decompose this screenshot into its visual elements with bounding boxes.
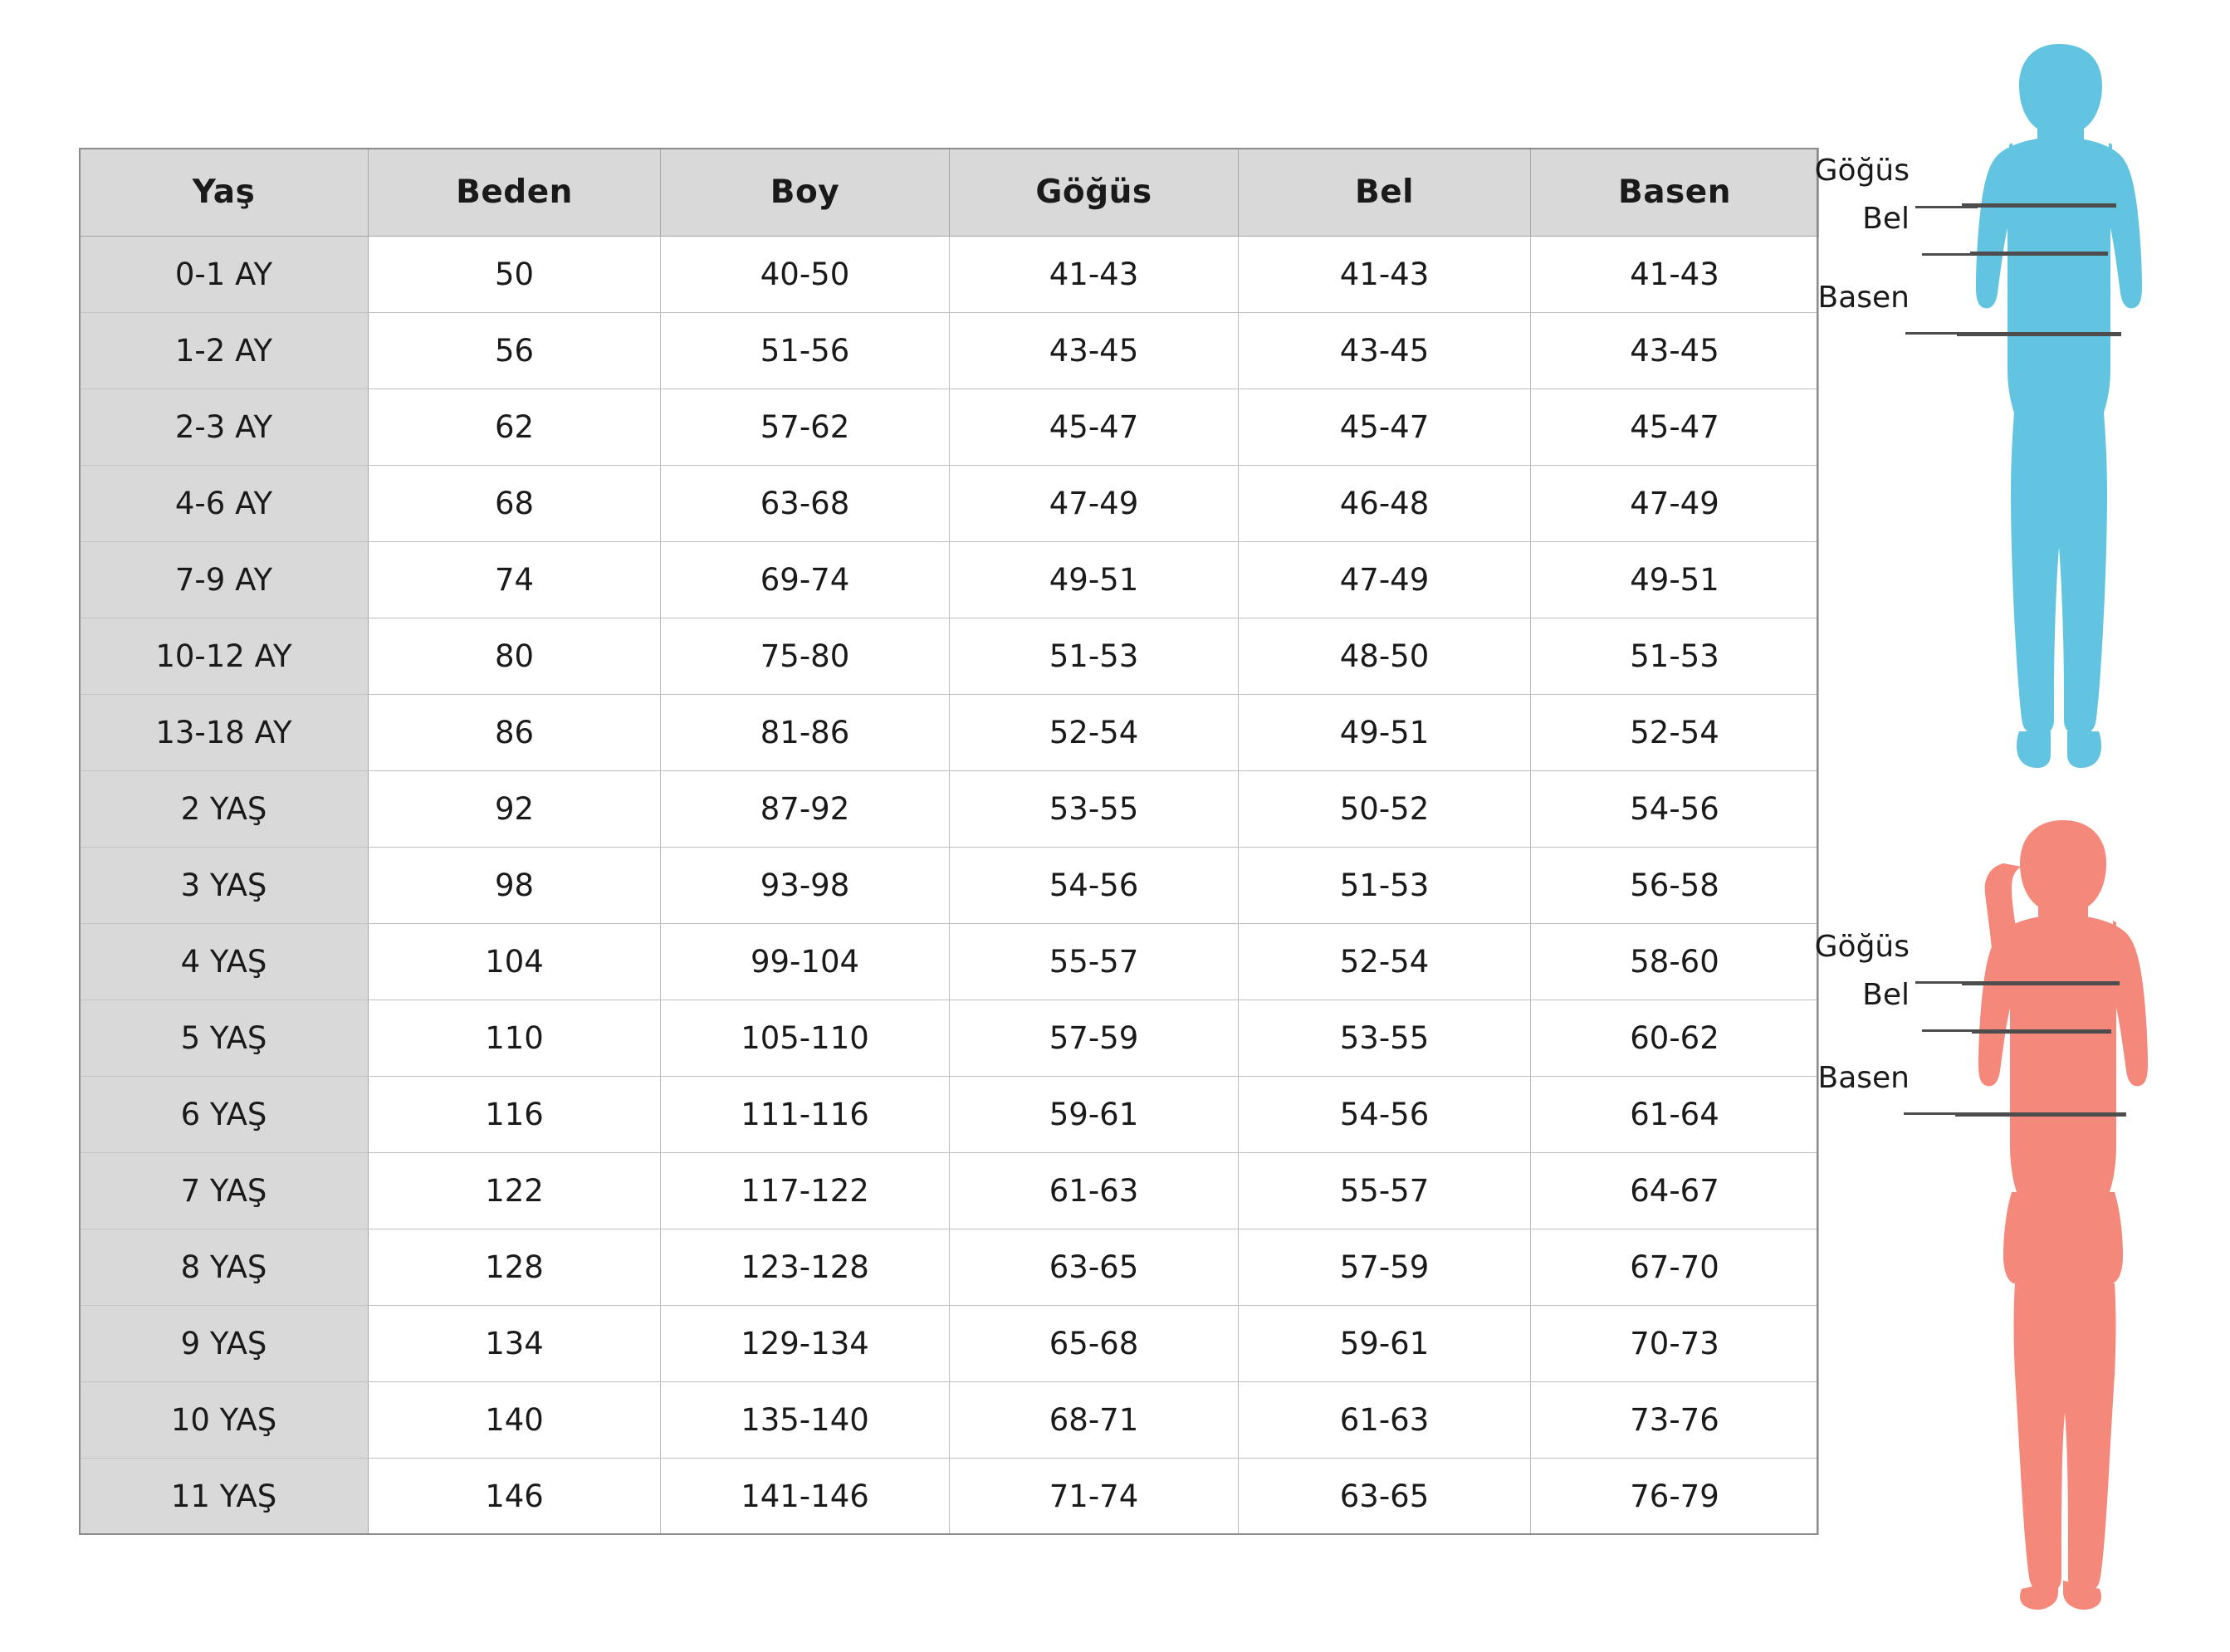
column-header-age: Yaş [80,149,369,237]
girl-hip-label: Basen [1817,1061,1910,1095]
table-row [80,542,1819,618]
cell-age: 7-9 AY [80,542,369,618]
cell-age: 7 YAŞ [80,1153,369,1229]
cell-waist: 63-65 [1239,1459,1531,1535]
cell-waist: 55-57 [1239,1153,1531,1229]
cell-size: 122 [369,1153,661,1229]
cell-waist: 57-59 [1239,1229,1531,1306]
cell-height: 40-50 [661,237,950,313]
cell-hip: 45-47 [1531,389,1819,466]
cell-age: 13-18 AY [80,695,369,771]
cell-size: 92 [369,771,661,848]
cell-age: 8 YAŞ [80,1229,369,1306]
column-header-size: Beden [369,149,661,237]
cell-chest: 63-65 [950,1229,1239,1306]
girl-silhouette-icon [1939,814,2179,1610]
cell-size: 110 [369,1000,661,1077]
cell-size: 98 [369,848,661,924]
boy-waist-leader-line [1922,253,1978,256]
table-row [80,771,1819,848]
girl-waist-label: Bel [1862,978,1910,1012]
cell-size: 134 [369,1306,661,1382]
size-table [79,148,1819,1535]
cell-age: 4-6 AY [80,466,369,542]
figure-panel [1814,0,2229,1652]
cell-chest: 71-74 [950,1459,1239,1535]
cell-age: 11 YAŞ [80,1459,369,1535]
cell-size: 74 [369,542,661,618]
boy-hip-leader-line [1905,332,1980,335]
cell-waist: 51-53 [1239,848,1531,924]
cell-chest: 45-47 [950,389,1239,466]
cell-chest: 47-49 [950,466,1239,542]
cell-size: 50 [369,237,661,313]
cell-size: 104 [369,924,661,1000]
cell-chest: 52-54 [950,695,1239,771]
cell-chest: 54-56 [950,848,1239,924]
girl-chest-measure-line [1962,981,2120,985]
cell-hip: 61-64 [1531,1077,1819,1153]
boy-chest-label: Göğüs [1814,154,1910,188]
cell-height: 99-104 [661,924,950,1000]
cell-chest: 51-53 [950,618,1239,695]
cell-height: 117-122 [661,1153,950,1229]
cell-height: 129-134 [661,1306,950,1382]
cell-size: 56 [369,313,661,389]
cell-size: 116 [369,1077,661,1153]
girl-waist-leader-line [1922,1029,1980,1032]
cell-size: 146 [369,1459,661,1535]
cell-height: 51-56 [661,313,950,389]
girl-chest-label: Göğüs [1814,930,1910,964]
table-row [80,618,1819,695]
cell-age: 0-1 AY [80,237,369,313]
cell-hip: 43-45 [1531,313,1819,389]
cell-waist: 43-45 [1239,313,1531,389]
cell-chest: 43-45 [950,313,1239,389]
cell-waist: 53-55 [1239,1000,1531,1077]
column-header-chest: Göğüs [950,149,1239,237]
cell-chest: 49-51 [950,542,1239,618]
boy-chest-leader-line [1915,206,1978,208]
cell-chest: 61-63 [950,1153,1239,1229]
cell-age: 4 YAŞ [80,924,369,1000]
cell-age: 3 YAŞ [80,848,369,924]
girl-chest-leader-line [1915,981,1980,984]
cell-chest: 55-57 [950,924,1239,1000]
table-row [80,1459,1819,1535]
cell-age: 5 YAŞ [80,1000,369,1077]
cell-height: 123-128 [661,1229,950,1306]
table-row [80,848,1819,924]
boy-waist-label: Bel [1862,202,1910,236]
cell-waist: 61-63 [1239,1382,1531,1459]
boy-chest-measure-line [1962,203,2116,208]
cell-waist: 46-48 [1239,466,1531,542]
cell-waist: 45-47 [1239,389,1531,466]
cell-waist: 52-54 [1239,924,1531,1000]
cell-waist: 54-56 [1239,1077,1531,1153]
cell-hip: 60-62 [1531,1000,1819,1077]
boy-waist-measure-line [1970,252,2108,256]
cell-size: 80 [369,618,661,695]
column-header-hip: Basen [1531,149,1819,237]
cell-age: 9 YAŞ [80,1306,369,1382]
table-row [80,1153,1819,1229]
table-row [80,1229,1819,1306]
cell-age: 10-12 AY [80,618,369,695]
cell-height: 87-92 [661,771,950,848]
table-row [80,924,1819,1000]
cell-size: 86 [369,695,661,771]
table-row [80,466,1819,542]
girl-figure-group [1939,814,2179,1614]
cell-height: 105-110 [661,1000,950,1077]
cell-hip: 56-58 [1531,848,1819,924]
boy-hip-measure-line [1957,332,2121,336]
boy-figure-group [1939,37,2179,829]
girl-waist-measure-line [1972,1029,2111,1034]
cell-age: 10 YAŞ [80,1382,369,1459]
cell-height: 111-116 [661,1077,950,1153]
cell-chest: 53-55 [950,771,1239,848]
column-header-waist: Bel [1239,149,1531,237]
cell-hip: 41-43 [1531,237,1819,313]
cell-height: 63-68 [661,466,950,542]
cell-height: 75-80 [661,618,950,695]
cell-waist: 49-51 [1239,695,1531,771]
table-row [80,313,1819,389]
cell-waist: 59-61 [1239,1306,1531,1382]
cell-hip: 54-56 [1531,771,1819,848]
cell-age: 2 YAŞ [80,771,369,848]
column-header-height: Boy [661,149,950,237]
cell-hip: 52-54 [1531,695,1819,771]
cell-chest: 57-59 [950,1000,1239,1077]
cell-hip: 76-79 [1531,1459,1819,1535]
cell-chest: 65-68 [950,1306,1239,1382]
cell-waist: 48-50 [1239,618,1531,695]
cell-height: 69-74 [661,542,950,618]
cell-size: 128 [369,1229,661,1306]
cell-hip: 51-53 [1531,618,1819,695]
cell-age: 6 YAŞ [80,1077,369,1153]
cell-hip: 67-70 [1531,1229,1819,1306]
table-row [80,1382,1819,1459]
cell-chest: 68-71 [950,1382,1239,1459]
cell-hip: 73-76 [1531,1382,1819,1459]
table-row [80,695,1819,771]
table-header-row [80,149,1819,237]
cell-waist: 47-49 [1239,542,1531,618]
cell-size: 62 [369,389,661,466]
table-body [80,237,1819,1535]
cell-height: 135-140 [661,1382,950,1459]
cell-waist: 41-43 [1239,237,1531,313]
boy-hip-label: Basen [1817,281,1910,315]
girl-hip-leader-line [1904,1112,1982,1115]
cell-age: 2-3 AY [80,389,369,466]
cell-height: 141-146 [661,1459,950,1535]
size-table-container [79,148,1818,1535]
cell-hip: 49-51 [1531,542,1819,618]
boy-silhouette-icon [1939,37,2179,826]
table-row [80,237,1819,313]
cell-size: 140 [369,1382,661,1459]
cell-size: 68 [369,466,661,542]
cell-chest: 41-43 [950,237,1239,313]
cell-hip: 47-49 [1531,466,1819,542]
cell-height: 57-62 [661,389,950,466]
table-row [80,1000,1819,1077]
table-row [80,389,1819,466]
cell-hip: 64-67 [1531,1153,1819,1229]
cell-chest: 59-61 [950,1077,1239,1153]
cell-height: 81-86 [661,695,950,771]
cell-waist: 50-52 [1239,771,1531,848]
table-row [80,1306,1819,1382]
cell-height: 93-98 [661,848,950,924]
table-row [80,1077,1819,1153]
cell-hip: 58-60 [1531,924,1819,1000]
cell-hip: 70-73 [1531,1306,1819,1382]
cell-age: 1-2 AY [80,313,369,389]
